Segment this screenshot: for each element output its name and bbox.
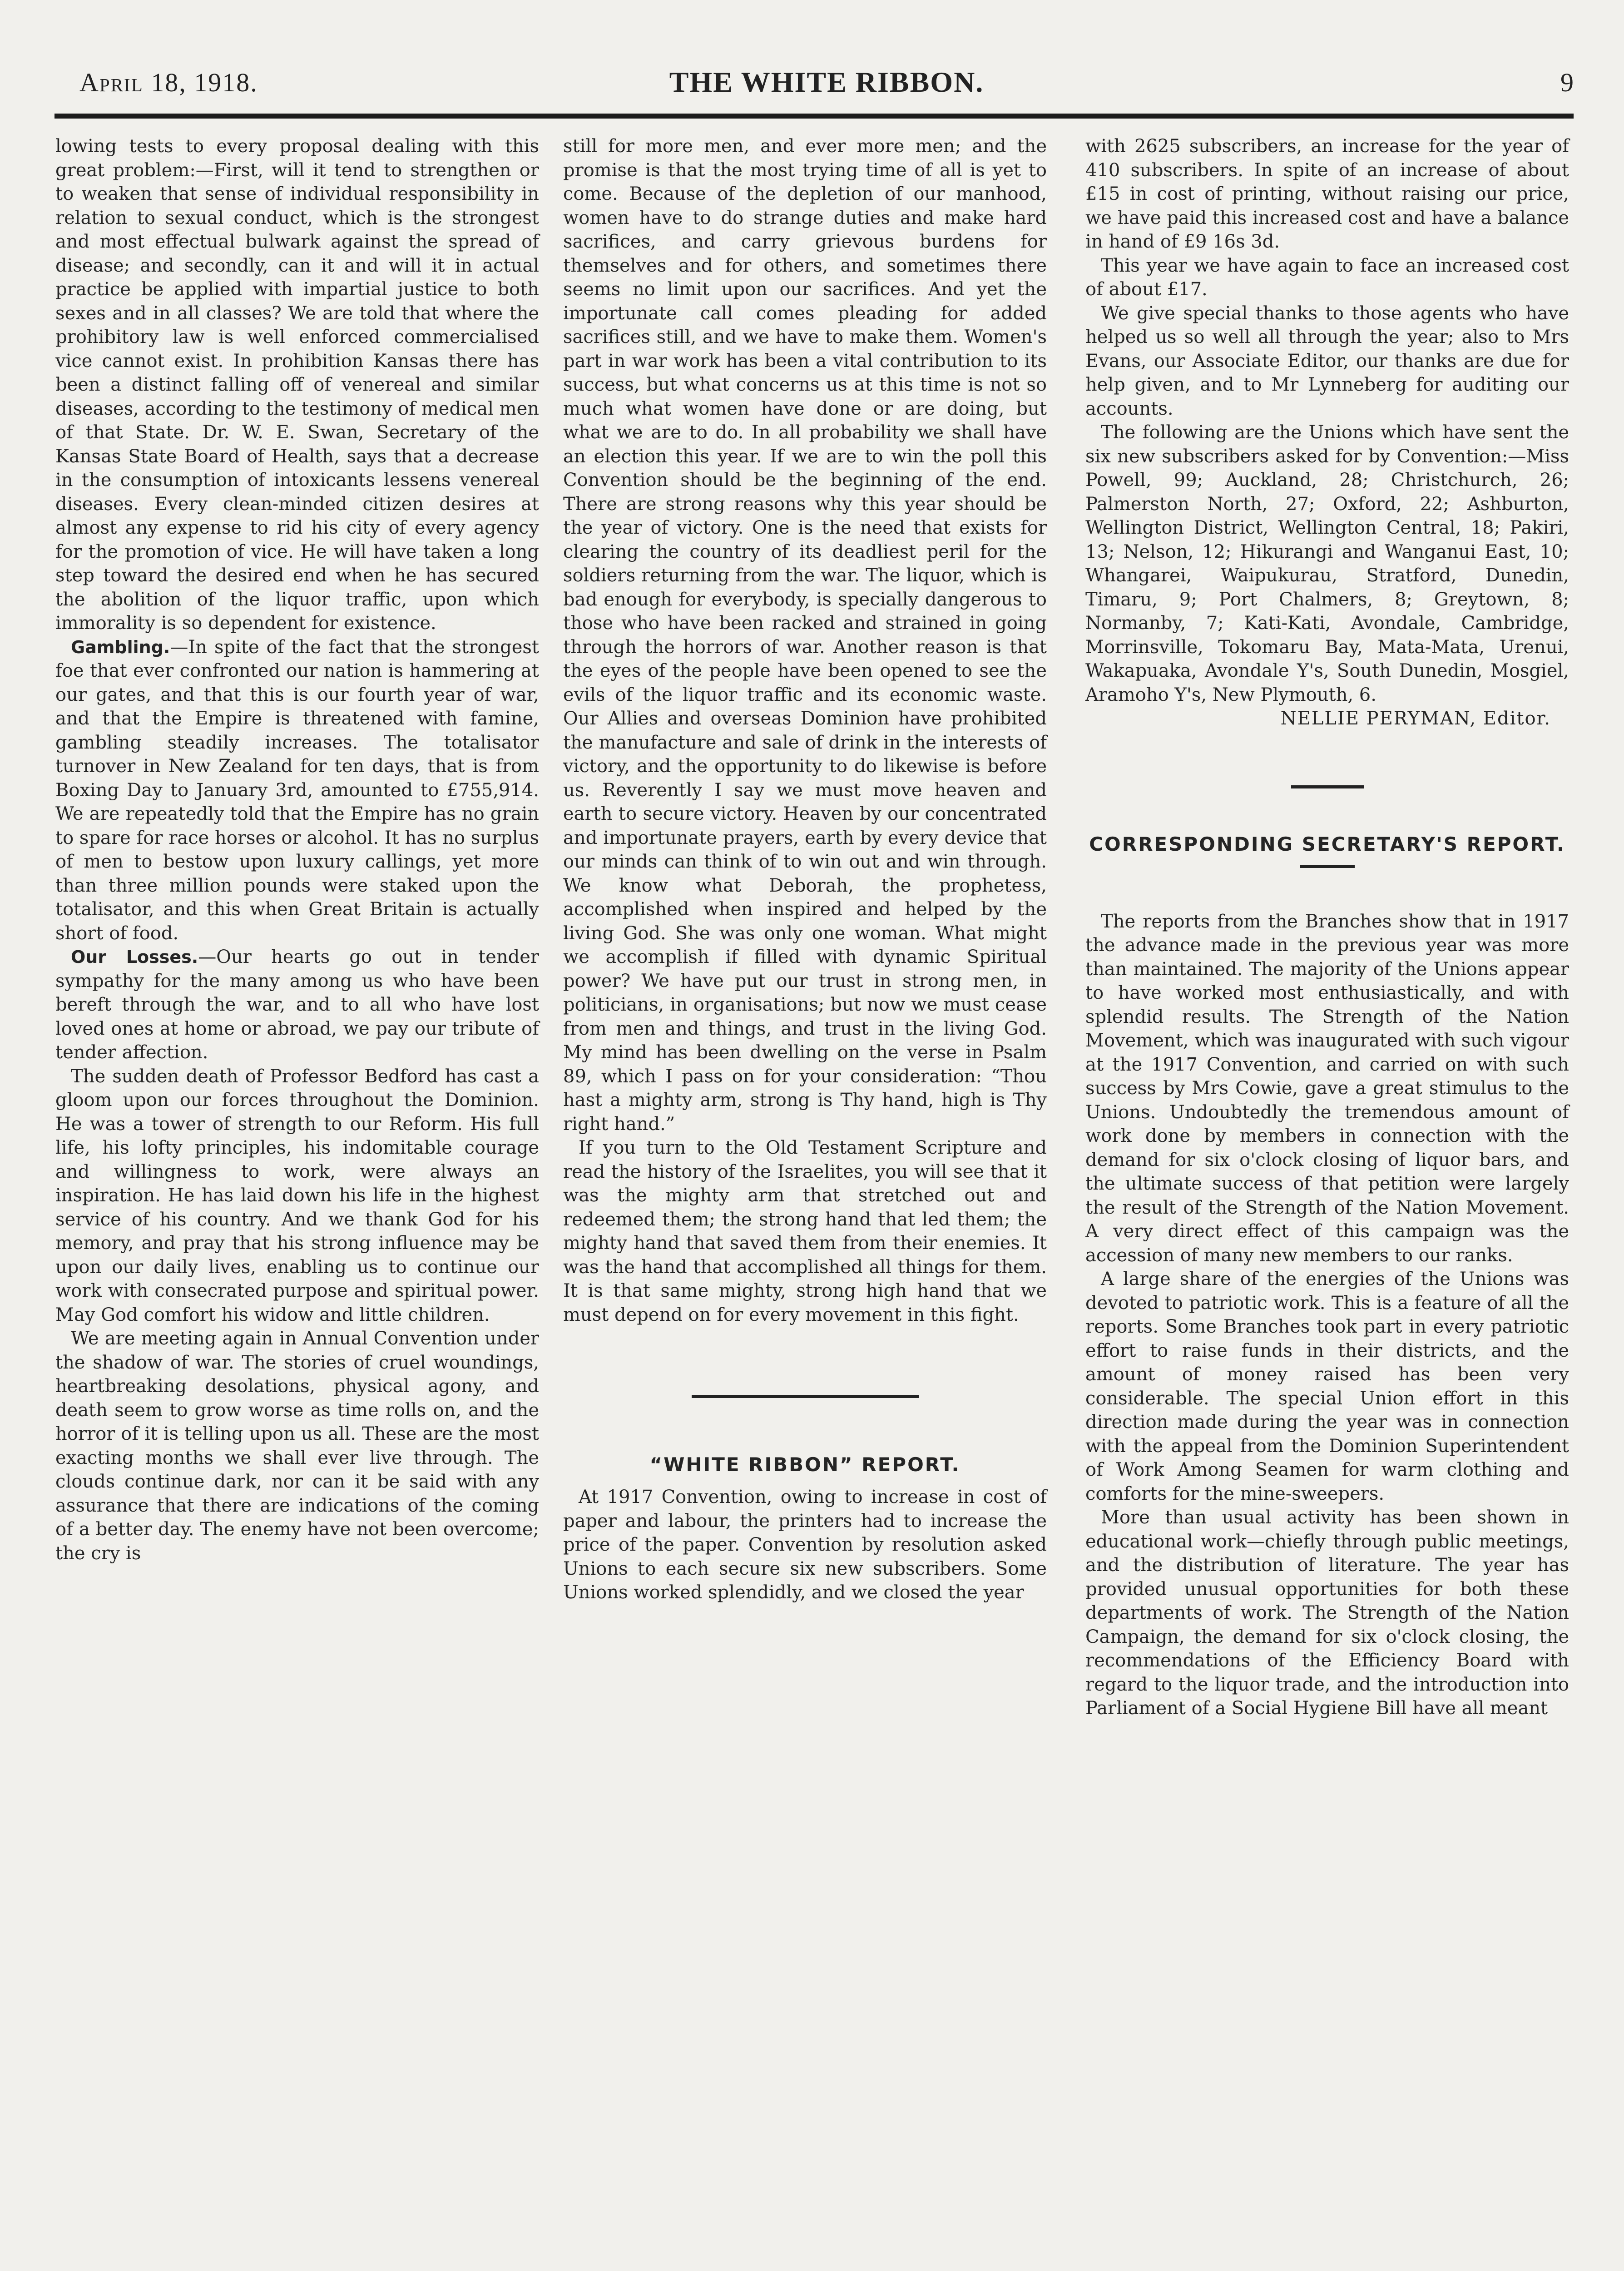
editor-signature: NELLIE PERYMAN, Editor.	[1280, 708, 1551, 729]
heading-underline	[1300, 865, 1355, 868]
gambling-lead: Gambling.	[71, 637, 170, 657]
gambling-text: —In spite of the fact that the strongest foe that ever confronted our nation is hammering at our gates, and that this is our fourth year of war, and that the Empire is threatened with famine, gambling steadily increases. The totalisator turnover in New Zealand for ten days, that is from Boxing Day to January 3rd, amounted to £755,914. We are repeatedly told that the Empire has no grain to spare for race horses or alcohol. It has no surplus of men to bestow upon luxury callings, yet more than three million pounds were staked upon the totalisator, and this when Great Britain is actually short of food.	[55, 636, 539, 944]
section-divider	[1291, 785, 1364, 788]
header-rule	[54, 114, 1574, 119]
losses-text: —Our hearts go out in tender sympathy for the many among us who have been bereft through the war, and to all who have lost loved ones at home or abroad, we pay our tribute of tender affection.	[55, 947, 539, 1063]
paragraph: lowing tests to every proposal dealing with this great problem:—First, will it tend to strengthen or to weaken that sense of individual responsibility in relation to sexual conduct, which is the strongest and most effectual bulwark against the spread of disease; and secondly, can it and will it in actual practice be applied with impartial justice to both sexes and in all classes? We are told that where the prohibitory law is well enforced commercialised vice cannot exist. In prohibition Kansas there has been a distinct falling off of venereal and similar diseases, according to the testimony of medical men of that State. Dr. W. E. Swan, Secretary of the Kansas State Board of Health, says that a decrease in the consumption of intoxicants lessens venereal diseases. Every clean-minded citizen desires at almost any expense to rid his city of every agency for the promotion of vice. He will have taken a long step toward the desired end when he has secured the abolition of the liquor traffic, upon which immorality is so dependent for existence.	[55, 136, 539, 634]
masthead	[79, 67, 1574, 117]
paragraph: with 2625 subscribers, an increase for the year of 410 subscribers. In spite of an increase of about £15 in cost of printing, without raising our price, we have paid this increased cost and have a balance in hand of £9 16s 3d.	[1085, 136, 1569, 252]
white-ribbon-report-heading: “WHITE RIBBON” REPORT.	[649, 1453, 961, 1476]
paragraph: A large share of the energies of the Unions was devoted to patriotic work. This is a feature of all the reports. Some Branches took part in every patriotic effort to raise funds in their districts, and the amount of money raised has been very considerable. The special Union effort in this direction made during the year was in connection with the appeal from the Dominion Superintendent of Work Among Seamen for warm clothing and comforts for the mine-sweepers.	[1085, 1269, 1569, 1504]
column-1	[55, 134, 539, 1565]
newspaper-title: THE WHITE RIBBON.	[669, 66, 984, 98]
paragraph: At 1917 Convention, owing to increase in cost of paper and labour, the printers had to increase the price of the paper. Convention by resolution asked Unions to each secure six new subscribers. Some Unions worked splendidly, and we closed the year	[563, 1487, 1047, 1603]
corresponding-secretary-heading: CORRESPONDING SECRETARY'S REPORT.	[1089, 833, 1565, 855]
paragraph: We give special thanks to those agents who have helped us so well all through the year; also to Mrs Evans, our Associate Editor, our thanks are due for help given, and to Mr Lynneberg for auditing our accounts.	[1085, 302, 1569, 419]
column-3	[1085, 134, 1569, 1721]
paragraph: The reports from the Branches show that in 1917 the advance made in the previous year was more than maintained. The majority of the Unions appear to have worked most enthusiastically, and with splendid results. The Strength of the Nation Movement, which was inaugurated with such vigour at the 1917 Convention, and carried on with such success by Mrs Cowie, gave a great stimulus to the Unions. Undoubtedly the tremendous amount of work done by members in connection with the demand for six o'clock closing of liquor bars, and the ultimate success of that petition were largely the result of the Strength of the Nation Movement. A very direct effect of this campaign was the accession of many new members to our ranks.	[1085, 911, 1569, 1266]
gambling-paragraph	[55, 635, 539, 946]
paragraph: The following are the Unions which have sent the six new subscribers asked for by Convention:—Miss Powell, 99; Auckland, 28; Christchurch, 26; Palmerston North, 27; Oxford, 22; Ashburton, Wellington District, Wellington Central, 18; Pakiri, 13; Nelson, 12; Hikurangi and Wanganui East, 10; Whangarei, Waipukurau, Stratford, Dunedin, Timaru, 9; Port Chalmers, 8; Greytown, 8; Normanby, 7; Kati-Kati, Avondale, Cambridge, Morrinsville, Tokomaru Bay, Mata-Mata, Urenui, Wakapuaka, Avondale Y's, South Dunedin, Mosgiel, Aramoho Y's, New Plymouth, 6.	[1085, 422, 1569, 705]
section-divider	[692, 1395, 919, 1398]
column-2	[563, 134, 1047, 1605]
losses-paragraph	[55, 945, 539, 1065]
losses-lead: Our Losses.	[71, 947, 198, 967]
paragraph: This year we have again to face an increased cost of about £17.	[1085, 255, 1569, 300]
paragraph: still for more men, and ever more men; and the promise is that the most trying time of all is yet to come. Because of the depletion of our manhood, women have to do strange duties and make hard sacrifices, and carry grievous burdens for themselves and for others, and sometimes there seems no limit upon our sacrifices. And yet the importunate call comes pleading for added sacrifices still, and we have to make them. Women's part in war work has been a vital contribution to its success, but what concerns us at this time is not so much what women have done or are doing, but what we are to do. In all probability we shall have an election this year. If we are to win the poll this Convention should be the beginning of the end. There are strong reasons why this year should be the year of victory. One is the need that exists for clearing the country of its deadliest peril for the soldiers returning from the war. The liquor, which is bad enough for everybody, is specially dangerous to those who have been racked and strained in going through the horrors of war. Another reason is that the eyes of the people have been opened to see the evils of the liquor traffic and its economic waste. Our Allies and overseas Dominion have prohibited the manufacture and sale of drink in the interests of victory, and the opportunity to do likewise is before us. Reverently I say we must move heaven and earth to secure victory. Heaven by our concentrated and importunate prayers, earth by every device that our minds can think of to win out and win through. We know what Deborah, the prophetess, accomplished when inspired and helped by the living God. She was only one woman. What might we accomplish if filled with dynamic Spiritual power? We have put our trust in strong men, in politicians, in organisations; but now we must cease from men and things, and trust in the living God. My mind has been dwelling on the verse in Psalm 89, which I pass on for your consideration: “Thou hast a mighty arm, strong is Thy hand, high is Thy right hand.”	[563, 136, 1047, 1135]
paragraph: We are meeting again in Annual Convention under the shadow of war. The stories of cruel woundings, heartbreaking desolations, physical agony, and death seem to grow worse as time rolls on, and the horror of it is telling upon us all. These are the most exacting months we shall ever live through. The clouds continue dark, nor can it be said with any assurance that there are indications of the coming of a better day. The enemy have not been overcome; the cry is	[55, 1328, 539, 1564]
issue-date: April 18, 1918.	[79, 68, 258, 97]
paragraph: The sudden death of Professor Bedford has cast a gloom upon our forces throughout the Dominion. He was a tower of strength to our Reform. His full life, his lofty principles, his indomitable courage and willingness to work, were always an inspiration. He has laid down his life in the highest service of his country. And we thank God for his memory, and pray that his strong influence may be upon our daily lives, enabling us to continue our work with consecrated purpose and spiritual power. May God comfort his widow and little children.	[55, 1066, 539, 1325]
paragraph: More than usual activity has been shown in educational work—chiefly through public meetings, and the distribution of literature. The year has provided unusual opportunities for both these departments of work. The Strength of the Nation Campaign, the demand for six o'clock closing, the recommendations of the Efficiency Board with regard to the liquor trade, and the introduction into Parliament of a Social Hygiene Bill have all meant	[1085, 1507, 1569, 1719]
page-number: 9	[1560, 68, 1574, 97]
paragraph: If you turn to the Old Testament Scripture and read the history of the Israelites, you will see that it was the mighty arm that stretched out and redeemed them; the strong hand that led them; the mighty hand that saved them from their enemies. It was the hand that accomplished all things for them. It is that same mighty, strong high hand that we must depend on for every movement in this fight.	[563, 1137, 1047, 1325]
